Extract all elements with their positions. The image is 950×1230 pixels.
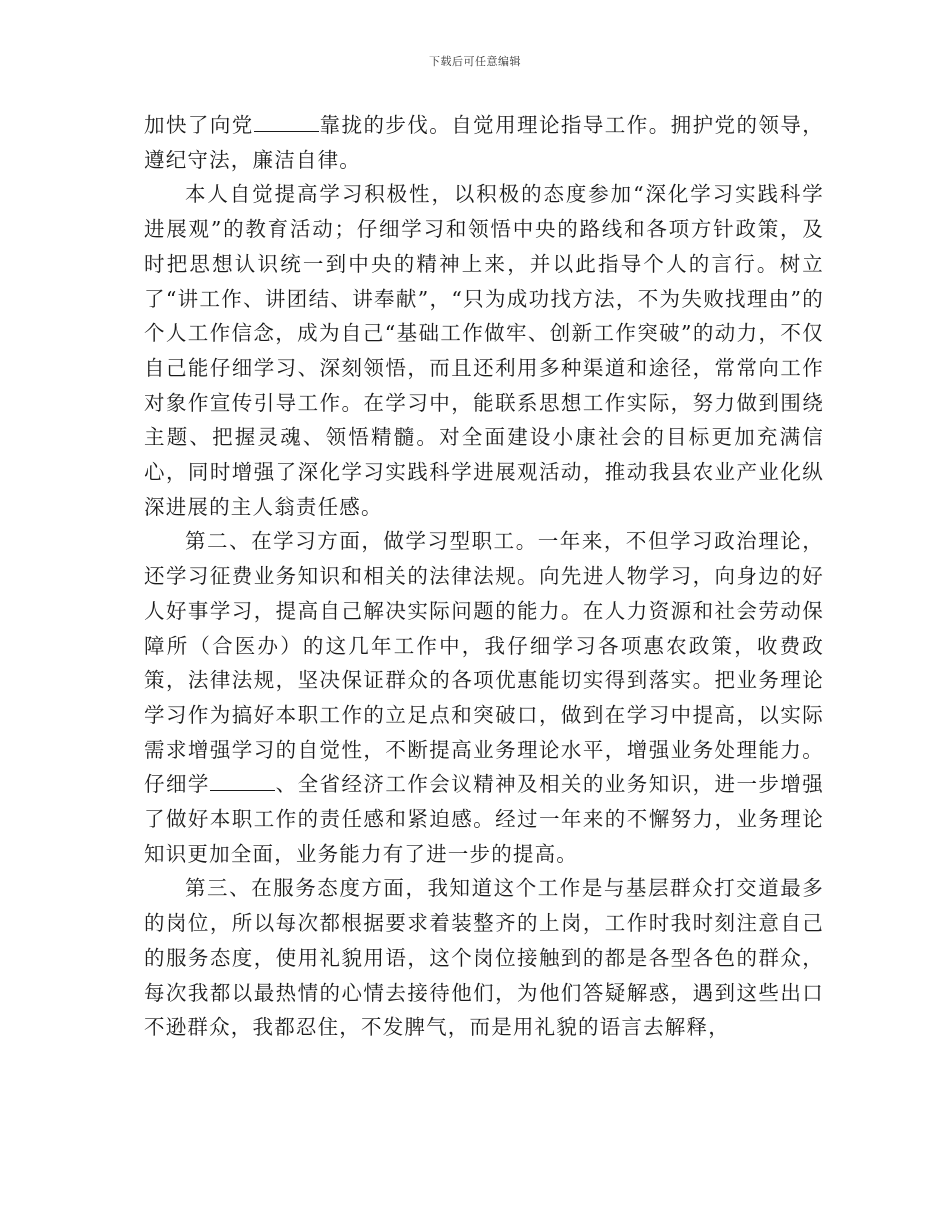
header-note: 下载后可任意编辑 [429,55,521,68]
paragraph-2 [144,177,824,524]
paragraph-3-part-1: 第二、在学习方面，做学习型职工。一年来，不但学习政治理论，还学习征费业务知识和相关的法律法规。向先进人物学习，向身边的好人好事学习，提高自己解决实际问题的能力。在人力资源和社会劳动保障所（合医办）的这几年工作中，我仔细学习各项惠农政策，收费政策，法律法规，坚决保证群众的各项优惠能切实得到落实。把业务理论学习作为搞好本职工作的立足点和突破口，做到在学习中提高，以实际需求增强学习的自觉性，不断提高业务理论水平，增强业务处理能力。仔细学 [144,529,824,797]
fill-in-blank [210,772,276,791]
document-body [144,108,824,1045]
paragraph-1 [144,108,824,177]
paragraph-1-part-2: 靠拢的步伐。自觉用理论指导工作。拥护党的领导，遵纪守法，廉洁自律。 [144,113,824,172]
paragraph-4 [144,871,824,1045]
paragraph-3 [144,524,824,871]
paragraph-3-part-2: 、全省经济工作会议精神及相关的业务知识，进一步增强了做好本职工作的责任感和紧迫感。经过一年来的不懈努力，业务理论知识更加全面，业务能力有了进一步的提高。 [144,772,824,866]
paragraph-2-text: 本人自觉提高学习积极性，以积极的态度参加“深化学习实践科学进展观”的教育活动；仔细学习和领悟中央的路线和各项方针政策，及时把思想认识统一到中央的精神上来，并以此指导个人的言行。树立了“讲工作、讲团结、讲奉献”，“只为成功找方法，不为失败找理由”的个人工作信念，成为自己“基础工作做牢、创新工作突破”的动力，不仅自己能仔细学习、深刻领悟，而且还利用多种渠道和途径，常常向工作对象作宣传引导工作。在学习中，能联系思想工作实际，努力做到围绕主题、把握灵魂、领悟精髓。对全面建设小康社会的目标更加充满信心，同时增强了深化学习实践科学进展观活动，推动我县农业产业化纵深进展的主人翁责任感。 [144,182,824,519]
fill-in-blank [254,113,320,132]
paragraph-4-text: 第三、在服务态度方面，我知道这个工作是与基层群众打交道最多的岗位，所以每次都根据要求着装整齐的上岗，工作时我时刻注意自己的服务态度，使用礼貌用语，这个岗位接触到的都是各型各色的群众，每次我都以最热情的心情去接待他们，为他们答疑解惑，遇到这些出口不逊群众，我都忍住，不发脾气，而是用礼貌的语言去解释， [144,876,824,1040]
paragraph-1-part-1: 加快了向党 [144,113,254,137]
